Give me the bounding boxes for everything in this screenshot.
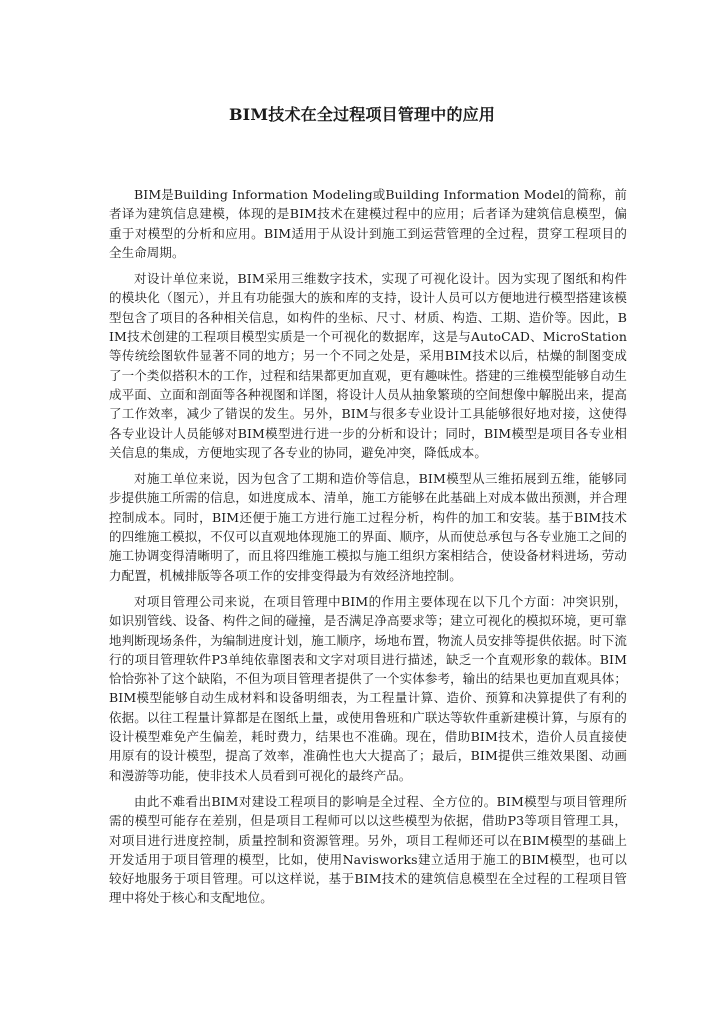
paragraph-intro: BIM是Building Information Modeling或Building Information Model的简称，前者译为建筑信息建模，体现的是BIM技术在建模过程中的应用；后者译为建筑信息模型，偏重于对模型的分析和应用。BIM适用于从设计到施工到运营管理的全过程，贯穿工程项目的全生命周期。 — [109, 187, 627, 260]
document-title: BIM技术在全过程项目管理中的应用 — [228, 105, 496, 124]
paragraph-construction-unit: 对施工单位来说，因为包含了工期和造价等信息，BIM模型从三维拓展到五维，能够同步提供施工所需的信息，如进度成本、清单，施工方能够在此基础上对成本做出预测，并合理控制成本。同时，BIM还便于施工方进行施工过程分析，构件的加工和安装。基于BIM技术的四维施工模拟，不仅可以直观地体现施工的界面、顺序，从而使总承包与各专业施工之间的施工协调变得清晰明了，而且将四维施工模拟与施工组织方案相结合，使设备材料进场，劳动力配置，机械排版等各项工作的安排变得最为有效经济地控制。 — [109, 471, 627, 583]
paragraph-conclusion: 由此不难看出BIM对建设工程项目的影响是全过程、全方位的。BIM模型与项目管理所需的模型可能存在差别，但是项目工程师可以以这些模型为依据，借助P3等项目管理工具，对项目进行进度控制，质量控制和资源管理。另外，项目工程师还可以在BIM模型的基础上开发适用于项目管理的模型，比如，使用Navisworks建立适用于施工的BIM模型，也可以较好地服务于项目管理。可以这样说，基于BIM技术的建筑信息模型在全过程的工程项目管理中将处于核心和支配地位。 — [109, 793, 627, 906]
paragraph-project-management: 对项目管理公司来说，在项目管理中BIM的作用主要体现在以下几个方面：冲突识别，如识别管线、设备、构件之间的碰撞，是否满足净高要求等；建立可视化的模拟环境，更可靠地判断现场条件，为编制进度计划，施工顺序，场地布置，物流人员安排等提供依据。时下流行的项目管理软件P3单纯依靠图表和文字对项目进行描述，缺乏一个直观形象的载体。BIM恰恰弥补了这个缺陷，不但为项目管理者提供了一个实体参考，输出的结果也更加直观具体；BIM模型能够自动生成材料和设备明细表，为工程量计算、造价、预算和决算提供了有利的依据。以往工程量计算都是在图纸上量，或使用鲁班和广联达等软件重新建模计算，与原有的设计模型难免产生偏差，耗时费力，结果也不准确。现在，借助BIM技术，造价人员直接使用原有的设计模型，提高了效率，准确性也大大提高了；最后，BIM提供三维效果图、动画和漫游等功能，使非技术人员看到可视化的最终产品。 — [109, 593, 627, 783]
document-body — [109, 185, 627, 915]
paragraph-design-unit: 对设计单位来说，BIM采用三维数字技术，实现了可视化设计。因为实现了图纸和构件的模块化（图元），并且有功能强大的族和库的支持，设计人员可以方便地进行模型搭建该模型包含了项目的各种相关信息，如构件的坐标、尺寸、材质、构造、工期、造价等。因此，BIM技术创建的工程项目模型实质是一个可视化的数据库，这是与AutoCAD、MicroStation等传统绘图软件显著不同的地方；另一个不同之处是，采用BIM技术以后，枯燥的制图变成了一个类似搭积木的工作，过程和结果都更加直观，更有趣味性。搭建的三维模型能够自动生成平面、立面和剖面等各种视图和详图，将设计人员从抽象繁琐的空间想像中解脱出来，提高了工作效率，减少了错误的发生。另外，BIM与很多专业设计工具能够很好地对接，这使得各专业设计人员能够对BIM模型进行进一步的分析和设计；同时，BIM模型是项目各专业相关信息的集成，方便地实现了各专业的协同，避免冲突，降低成本。 — [109, 271, 627, 460]
